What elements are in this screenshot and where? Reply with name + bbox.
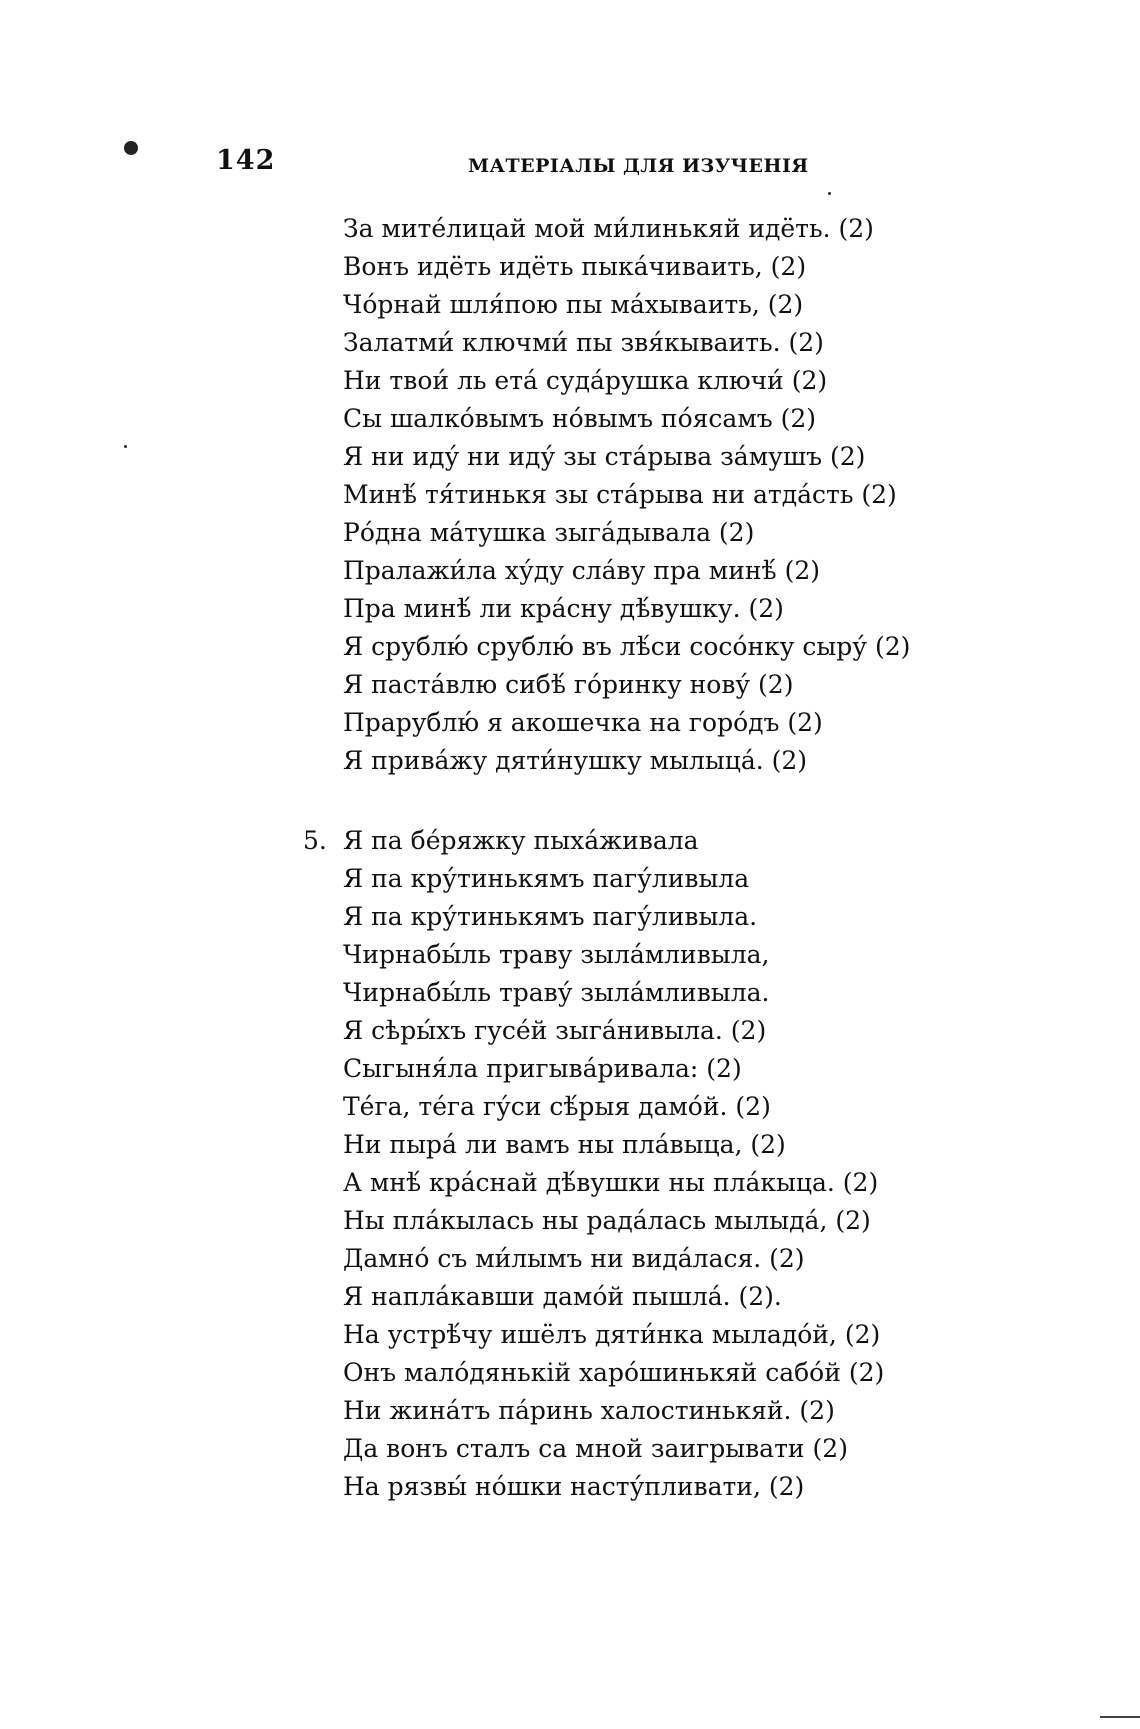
verse-line: На рязвы́ но́шки насту́пливати, (2) [343, 1472, 805, 1501]
verse-line: Дамно́ съ ми́лымъ ни вида́лася. (2) [343, 1244, 805, 1273]
verse-line: Ни твои́ ль ета́ суда́рушка ключи́ (2) [343, 366, 828, 395]
verse-line: Ни пыра́ ли вамъ ны пла́выца, (2) [343, 1130, 786, 1159]
verse-line: За мите́лицай мой ми́линькяй идёть. (2) [343, 214, 874, 243]
verse-line: Ны пла́кылась ны рада́лась мылыда́, (2) [343, 1206, 871, 1235]
stanza [343, 210, 1103, 780]
running-head: МАТЕРІАЛЫ ДЛЯ ИЗУЧЕНІЯ [468, 155, 809, 177]
verse-line: Я прива́жу дяти́нушку мылыца́. (2) [343, 746, 808, 775]
verse-line: Я сѣры́хъ гусе́й зыга́нивыла. (2) [343, 1016, 767, 1045]
verse-line: Ни жина́тъ па́ринь халостинькяй. (2) [343, 1396, 835, 1425]
verse-line: Вонъ идёть идёть пыка́чиваить, (2) [343, 252, 807, 281]
verse-line: Я ни иду́ ни иду́ зы ста́рыва за́мушъ (2) [343, 442, 866, 471]
verse-line: Да вонъ сталъ са мной заигрывати (2) [343, 1434, 848, 1463]
verse-line: Ро́дна ма́тушка зыга́дывала (2) [343, 518, 755, 547]
verse-line: Сыгыня́ла пригыва́ривала: (2) [343, 1054, 742, 1083]
verse-line: Чо́рнай шля́пою пы ма́хываить, (2) [343, 290, 804, 319]
verse-line: Минѣ́ тя́тинькя зы ста́рыва ни атда́сть (2) [343, 480, 897, 509]
verse-line: Чирнабы́ль траву зыла́мливыла, [343, 940, 770, 969]
verse-line: Я срублю́ срублю́ въ лѣ́си сосо́нку сыру́ (2) [343, 632, 911, 661]
verse-line: Чирнабы́ль траву́ зыла́мливыла. [343, 978, 770, 1007]
verse-line: Я па кру́тинькямъ пагу́ливыла. [343, 902, 758, 931]
verse-line: Я напла́кавши дамо́й пышла́. (2). [343, 1282, 782, 1311]
verse-line: Сы шалко́вымъ но́вымъ по́ясамъ (2) [343, 404, 817, 433]
verse-line: Я па бе́ряжку пыха́живала [343, 826, 699, 855]
edge-mark [1100, 1716, 1140, 1718]
ink-speck [124, 445, 127, 448]
verse-line: А мнѣ́ кра́снай дѣ́вушки ны пла́кыца. (2) [343, 1168, 879, 1197]
verse-line: Я па кру́тинькямъ пагу́ливыла [343, 864, 750, 893]
verse-line: Онъ мало́дянькій харо́шинькяй сабо́й (2) [343, 1358, 885, 1387]
verse-line: Прарублю́ я акошечка на горо́дъ (2) [343, 708, 823, 737]
verse-line: Те́га, те́га гу́си сѣ́рыя дамо́й. (2) [343, 1092, 771, 1121]
verse-line: Залатми́ ключми́ пы звя́кываить. (2) [343, 328, 824, 357]
stanza-number: 5. [303, 826, 327, 855]
verse-line: Я паста́влю сибѣ́ го́ринку нову́ (2) [343, 670, 794, 699]
verse-line: Пра минѣ́ ли кра́сну дѣ́вушку. (2) [343, 594, 784, 623]
stanza [303, 822, 1103, 1506]
verse-line: Пралажи́ла ху́ду сла́ву пра минѣ́ (2) [343, 556, 820, 585]
ink-speck [828, 192, 831, 195]
verse-line: На устрѣ́чу ишёлъ дяти́нка мыладо́й, (2) [343, 1320, 881, 1349]
page-number: 142 [216, 145, 276, 176]
ink-speck [124, 141, 138, 155]
verse-text [303, 210, 1103, 1506]
